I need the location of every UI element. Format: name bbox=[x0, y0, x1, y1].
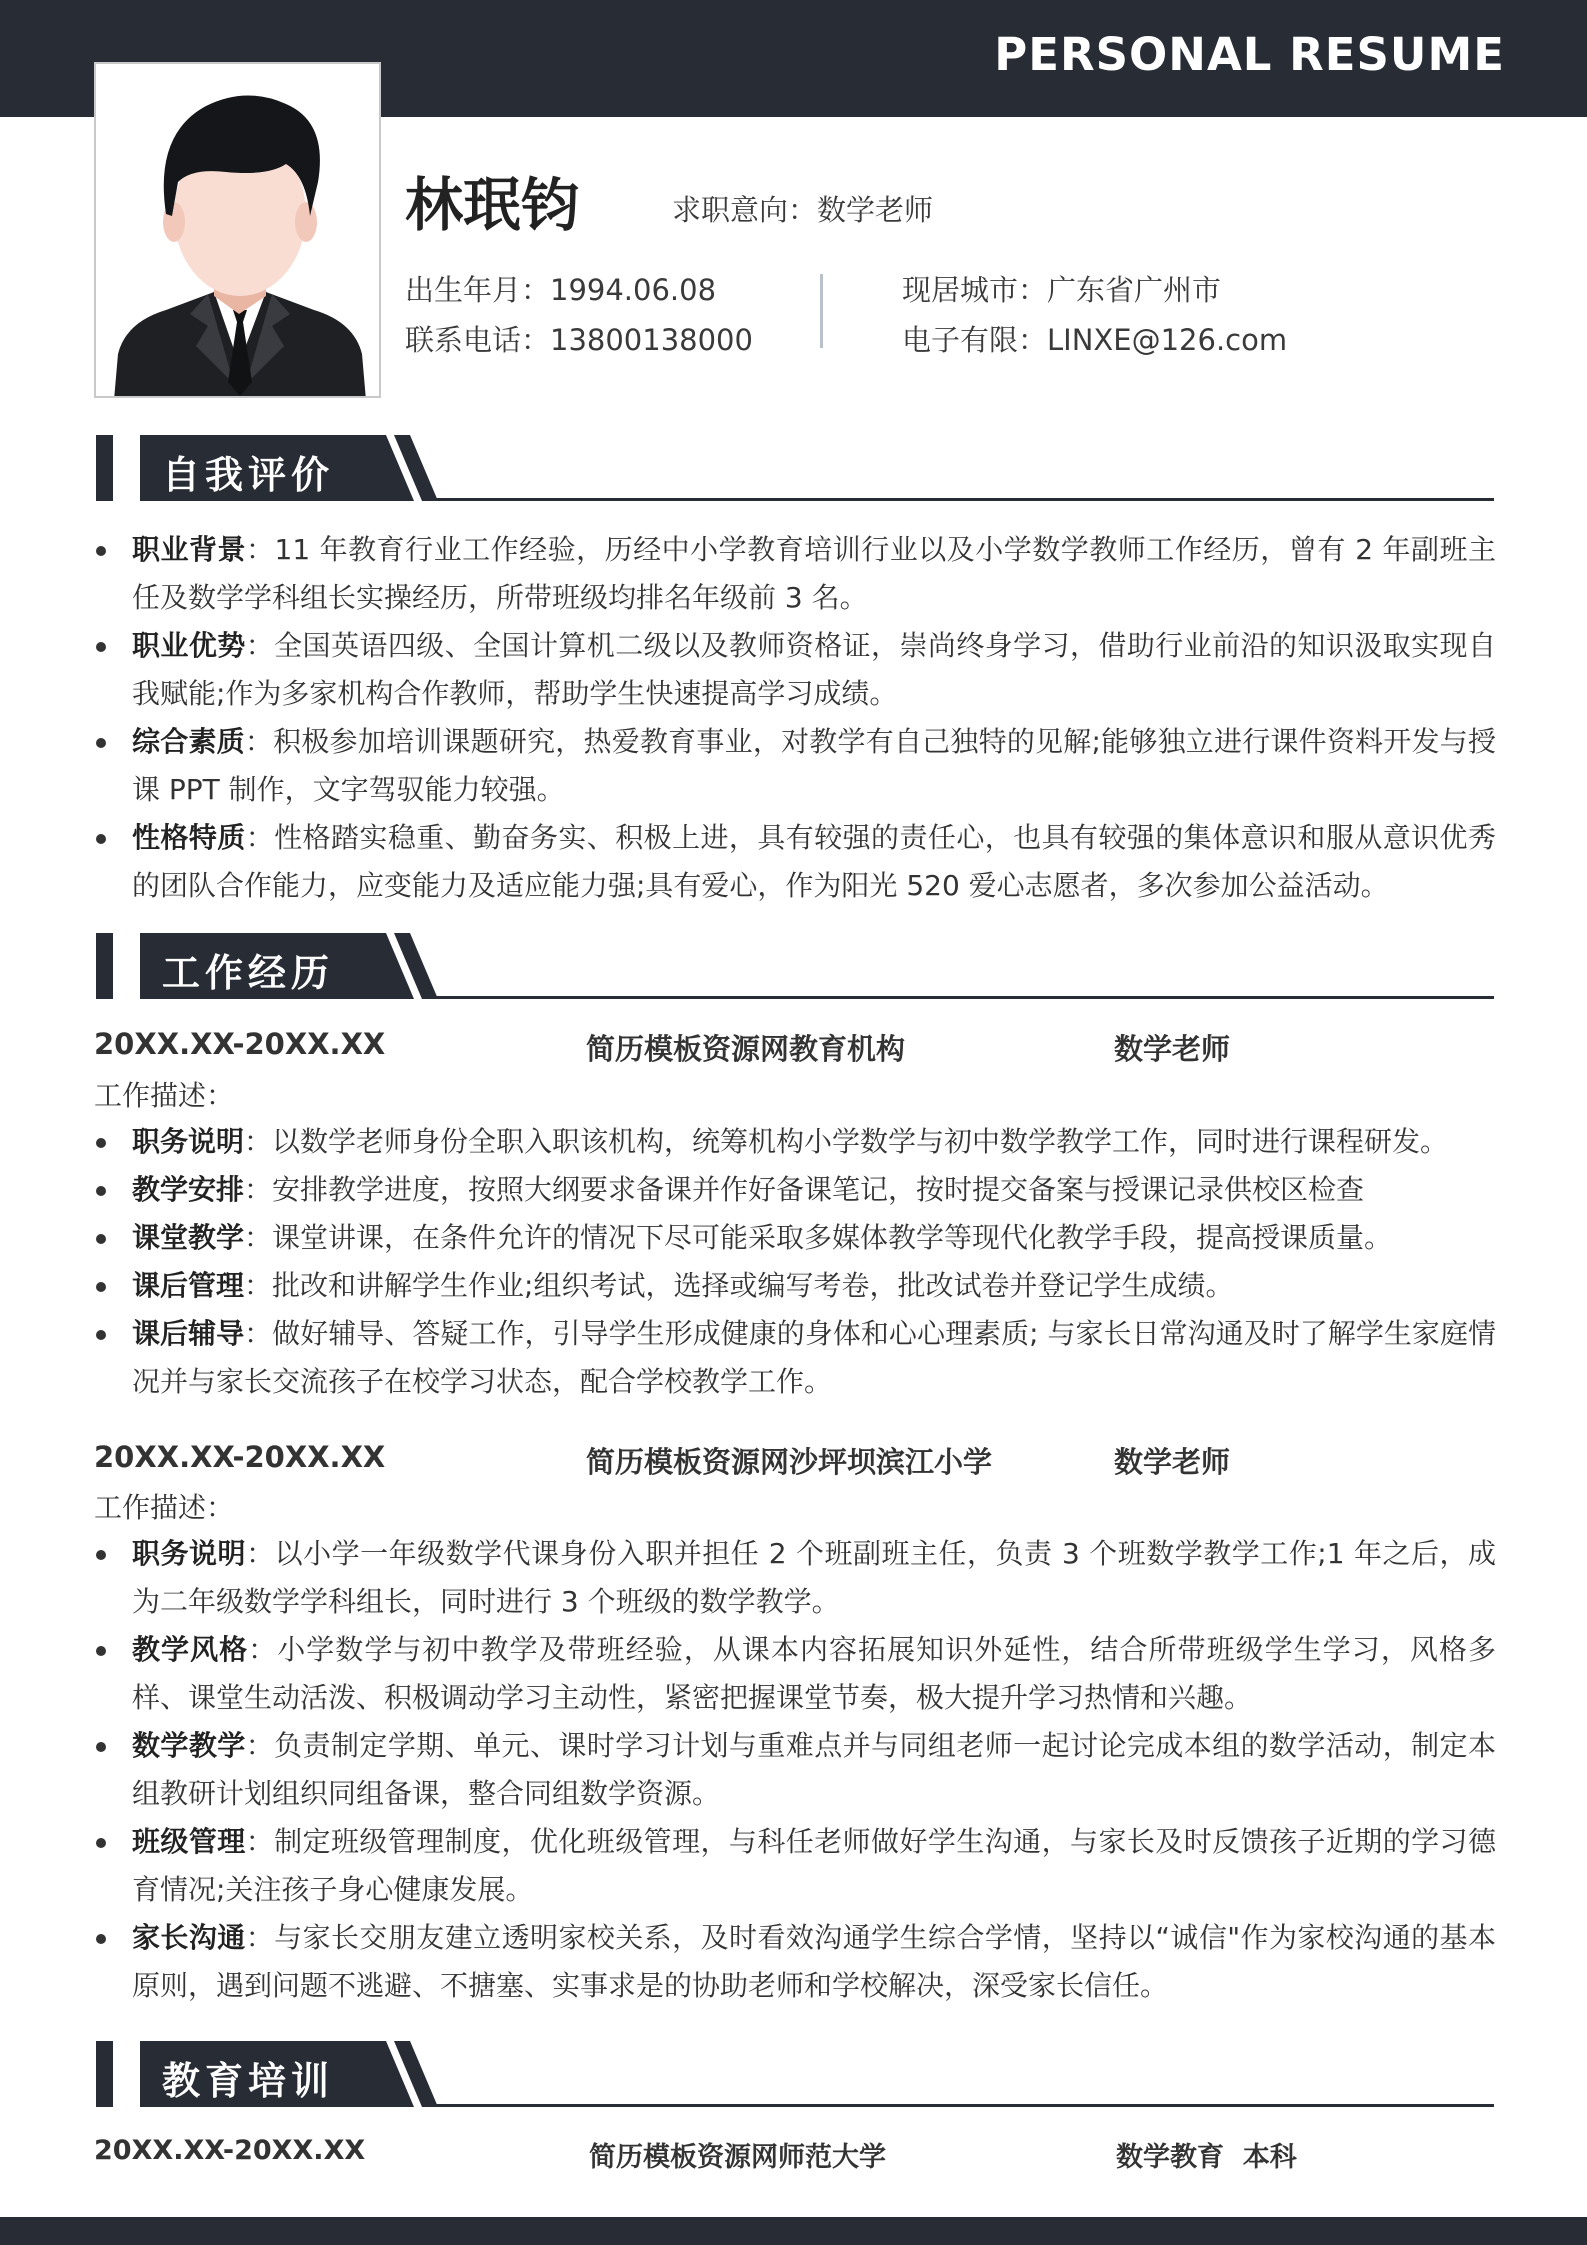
list-item: 课堂教学：课堂讲课，在条件允许的情况下尽可能采取多媒体教学等现代化教学手段，提高授课质量。 bbox=[94, 1214, 1496, 1262]
section-title-work: 工作经历 bbox=[162, 951, 335, 995]
section-title-self-eval: 自我评价 bbox=[162, 453, 335, 497]
job-desc-label: 工作描述： bbox=[94, 1491, 235, 1524]
job-org: 简历模板资源网教育机构 bbox=[586, 1032, 906, 1066]
job-period: 20XX.XX-20XX.XX bbox=[94, 1440, 386, 1474]
section-marker bbox=[96, 2041, 113, 2107]
resume-brand-title: PERSONAL RESUME bbox=[994, 28, 1505, 81]
list-item: 家长沟通：与家长交朋友建立透明家校关系，及时看效沟通学生综合学情，坚持以“诚信"作为家校沟通的基本原则，遇到问题不逃避、不搪塞、实事求是的协助老师和学校解决，深受家长信任。 bbox=[94, 1914, 1496, 2010]
job-org: 简历模板资源网沙坪坝滨江小学 bbox=[586, 1445, 993, 1479]
education-degree: 数学教育 本科 bbox=[1116, 2142, 1297, 2173]
self-eval-list bbox=[94, 526, 1496, 910]
list-item: 班级管理：制定班级管理制度，优化班级管理，与科任老师做好学生沟通，与家长及时反馈孩子近期的学习德育情况;关注孩子身心健康发展。 bbox=[94, 1818, 1496, 1914]
list-item: 课后管理：批改和讲解学生作业;组织考试，选择或编写考卷，批改试卷并登记学生成绩。 bbox=[94, 1262, 1496, 1310]
list-item: 职业优势：全国英语四级、全国计算机二级以及教师资格证，崇尚终身学习，借助行业前沿的知识汲取实现自我赋能;作为多家机构合作教师，帮助学生快速提高学习成绩。 bbox=[94, 622, 1496, 718]
phone-number: 联系电话：13800138000 bbox=[405, 323, 753, 357]
footer-bar bbox=[0, 2217, 1587, 2245]
education-row bbox=[94, 2135, 1496, 2175]
section-header-work bbox=[96, 930, 1494, 1000]
section-marker bbox=[96, 933, 113, 999]
list-item: 教学风格：小学数学与初中教学及带班经验，从课本内容拓展知识外延性，结合所带班级学生学习，风格多样、课堂生动活泼、积极调动学习主动性，紧密把握课堂节奏，极大提升学习热情和兴趣。 bbox=[94, 1626, 1496, 1722]
job-role: 数学老师 bbox=[1114, 1445, 1231, 1479]
section-underline bbox=[428, 2104, 1494, 2107]
list-item: 教学安排：安排教学进度，按照大纲要求备课并作好备课笔记，按时提交备案与授课记录供校区检查 bbox=[94, 1166, 1496, 1214]
current-city: 现居城市：广东省广州市 bbox=[902, 273, 1222, 307]
list-item: 职务说明：以数学老师身份全职入职该机构，统筹机构小学数学与初中数学教学工作，同时进行课程研发。 bbox=[94, 1118, 1496, 1166]
candidate-name: 林珉钧 bbox=[405, 171, 580, 239]
list-item: 职业背景：11 年教育行业工作经验，历经中小学教育培训行业以及小学数学教师工作经历，曾有 2 年副班主任及数学学科组长实操经历，所带班级均排名年级前 3 名。 bbox=[94, 526, 1496, 622]
job-period: 20XX.XX-20XX.XX bbox=[94, 1027, 386, 1061]
email-address: 电子有限：LINXE@126.com bbox=[902, 323, 1288, 357]
birth-date: 出生年月：1994.06.08 bbox=[405, 273, 717, 307]
avatar-illustration bbox=[96, 64, 381, 398]
section-underline bbox=[428, 996, 1494, 999]
section-underline bbox=[428, 498, 1494, 501]
section-header-self-eval bbox=[96, 432, 1494, 502]
section-title-education: 教育培训 bbox=[162, 2059, 335, 2103]
job-duty-list bbox=[94, 1530, 1496, 2010]
education-period: 20XX.XX-20XX.XX bbox=[94, 2135, 366, 2166]
job-target: 求职意向：数学老师 bbox=[672, 193, 934, 227]
list-item: 课后辅导：做好辅导、答疑工作，引导学生形成健康的身体和心心理素质; 与家长日常沟通及时了解学生家庭情况并与家长交流孩子在校学习状态，配合学校教学工作。 bbox=[94, 1310, 1496, 1406]
job-desc-label: 工作描述： bbox=[94, 1079, 235, 1112]
job-role: 数学老师 bbox=[1114, 1032, 1231, 1066]
section-header-education bbox=[96, 2038, 1494, 2108]
list-item: 职务说明：以小学一年级数学代课身份入职并担任 2 个班副班主任，负责 3 个班数学教学工作;1 年之后，成为二年级数学学科组长，同时进行 3 个班级的数学教学。 bbox=[94, 1530, 1496, 1626]
list-item: 综合素质：积极参加培训课题研究，热爱教育事业，对教学有自己独特的见解;能够独立进行课件资料开发与授课 PPT 制作，文字驾驭能力较强。 bbox=[94, 718, 1496, 814]
job-header bbox=[94, 1027, 1496, 1067]
section-marker bbox=[96, 435, 113, 501]
education-school: 简历模板资源网师范大学 bbox=[589, 2142, 886, 2173]
avatar-photo bbox=[94, 62, 381, 398]
job-header bbox=[94, 1440, 1496, 1480]
list-item: 数学教学：负责制定学期、单元、课时学习计划与重难点并与同组老师一起讨论完成本组的数学活动，制定本组教研计划组织同组备课，整合同组数学资源。 bbox=[94, 1722, 1496, 1818]
list-item: 性格特质：性格踏实稳重、勤奋务实、积极上进，具有较强的责任心，也具有较强的集体意识和服从意识优秀的团队合作能力，应变能力及适应能力强;具有爱心，作为阳光 520 爱心志愿者，多次参加公益活动。 bbox=[94, 814, 1496, 910]
info-divider bbox=[820, 274, 823, 348]
job-duty-list bbox=[94, 1118, 1496, 1406]
